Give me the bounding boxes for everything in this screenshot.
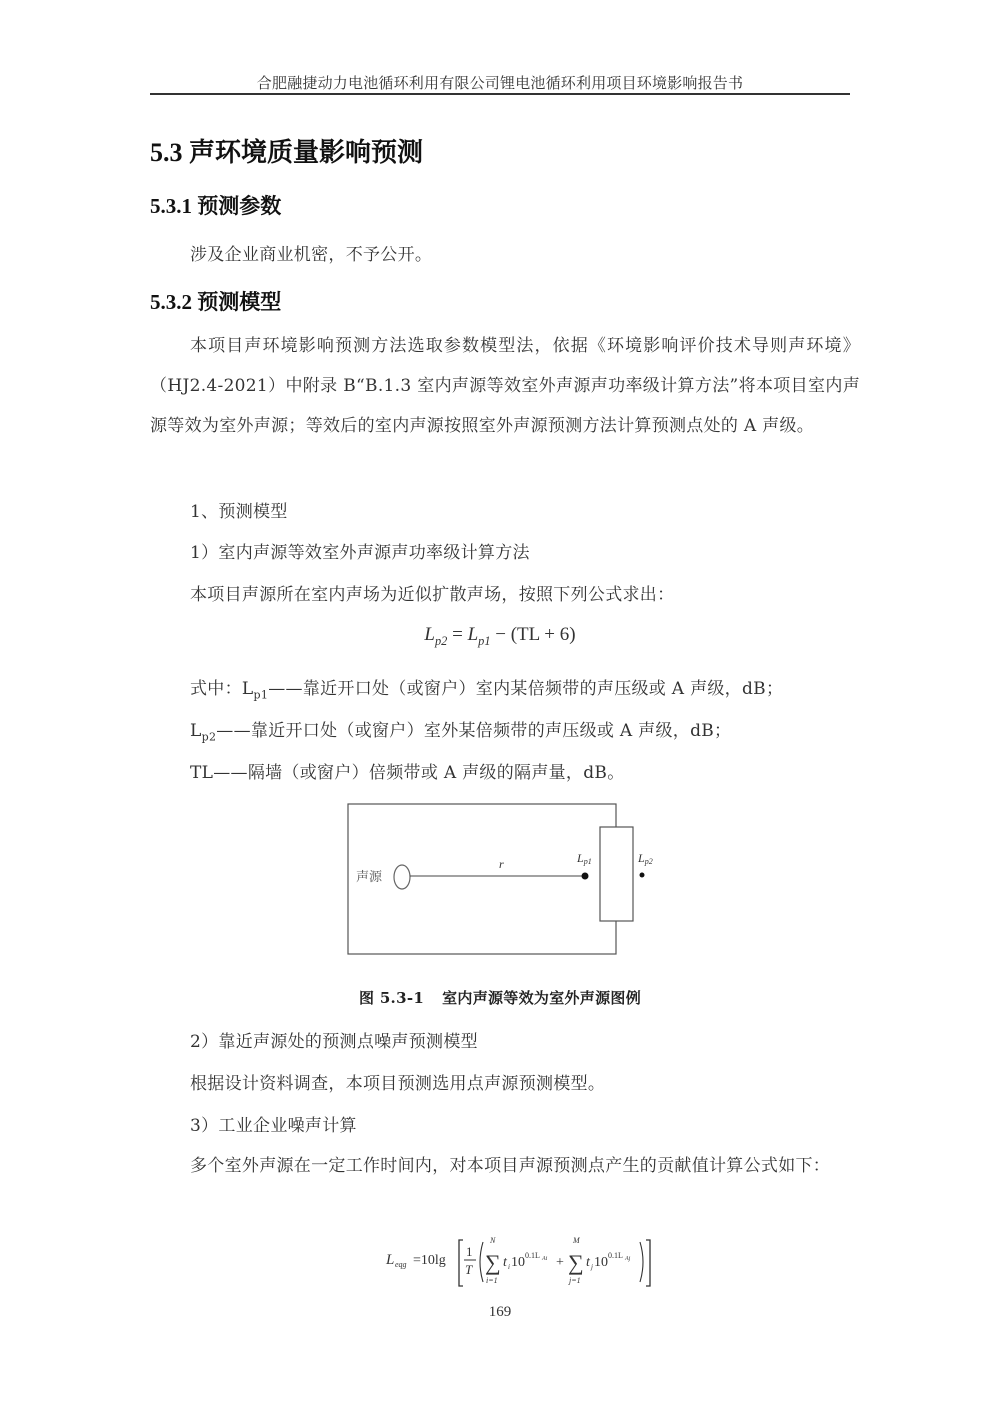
list-item-1: 1、预测模型 (190, 502, 288, 522)
svg-text:M: M (573, 1236, 580, 1245)
svg-text:i=1: i=1 (486, 1276, 498, 1285)
sum-symbol: ∑ (568, 1250, 584, 1275)
indoor-source-diagram (340, 800, 680, 960)
distance-label: r (499, 857, 504, 871)
lp1-label: Lp1 (577, 851, 592, 866)
section-number: 5.3 (150, 138, 183, 167)
room-outline (348, 804, 616, 954)
page-number: 169 (488, 1304, 512, 1320)
svg-text:N: N (490, 1236, 496, 1245)
svg-text:t: t (586, 1255, 590, 1270)
svg-text:eqg: eqg (395, 1260, 407, 1269)
definition-lp2: $L_{p2}——$靠近开口处（或窗户）室外某倍频带的声压级或 A 声级，dB； (190, 721, 732, 744)
running-header: 合肥融捷动力电池循环利用有限公司锂电池循环利用项目环境影响报告书 (256, 74, 744, 92)
right-bracket (646, 1240, 650, 1286)
svg-text:j=1: j=1 (569, 1276, 581, 1285)
section-number: 5.3.1 (150, 194, 192, 218)
caption-text: 室内声源等效为室外声源图例 (442, 989, 641, 1007)
svg-text:=10lg: =10lg (413, 1253, 446, 1268)
section-heading-5-3 (150, 132, 423, 169)
list-item-2: 2）靠近声源处的预测点噪声预测模型 (190, 1032, 478, 1052)
caption-number: 图 5.3-1 (359, 989, 425, 1007)
left-paren (480, 1242, 483, 1282)
header-divider (150, 93, 850, 95)
definition-lp1: 式中：$L_{p1}——$靠近开口处（或窗户）室内某倍频带的声压级或 A 声级，dB； (190, 679, 784, 702)
section-title: 声环境质量影响预测 (189, 138, 424, 167)
right-paren (640, 1242, 643, 1282)
left-bracket (459, 1240, 463, 1286)
section-heading-5-3-2 (150, 286, 281, 316)
source-label: 声源 (356, 870, 383, 885)
figure-caption (0, 987, 1000, 1008)
svg-text:+: + (556, 1255, 564, 1270)
section-heading-5-3-1 (150, 190, 281, 220)
lp1-point (582, 873, 589, 880)
section-number: 5.3.2 (150, 290, 192, 314)
list-item-2-text: 根据设计资料调查，本项目预测选用点声源预测模型。 (190, 1074, 606, 1094)
list-item-3: 3）工业企业噪声计算 (190, 1116, 357, 1136)
list-item-3-text: 多个室外声源在一定工作时间内，对本项目声源预测点产生的贡献值计算公式如下： (190, 1156, 831, 1176)
formula-leqg (380, 1232, 670, 1292)
confidential-note: 涉及企业商业机密，不予公开。 (190, 245, 433, 265)
svg-text:0.1L: 0.1L (525, 1251, 540, 1260)
svg-text:0.1L: 0.1L (608, 1251, 623, 1260)
sum-symbol: ∑ (485, 1250, 501, 1275)
svg-text:T: T (465, 1262, 473, 1277)
svg-text:10: 10 (511, 1255, 525, 1270)
lp2-label: Lp2 (638, 851, 653, 866)
svg-text:Ai: Ai (542, 1256, 548, 1262)
svg-text:1: 1 (466, 1244, 473, 1259)
list-item-1-1: 1）室内声源等效室外声源声功率级计算方法 (190, 543, 530, 563)
svg-text:j: j (591, 1263, 593, 1271)
svg-text:Aj: Aj (625, 1256, 631, 1262)
svg-text:i: i (508, 1263, 510, 1271)
definition-tl: TL——隔墙（或窗户）倍频带或 A 声级的隔声量，dB。 (190, 763, 625, 783)
svg-text:L: L (386, 1252, 395, 1268)
intro-paragraph: 本项目声环境影响预测方法选取参数模型法，依据《环境影响评价技术导则声环境》（HJ2.4-2021）中附录 B“B.1.3 室内声源等效室外声源声功率级计算方法”将本项目室内声源等效为室外声源；等效后的室内声源按照室外声源预测方法计算预测点处的 A 声级。 (150, 336, 860, 436)
section-title: 预测参数 (197, 194, 282, 218)
svg-text:t: t (503, 1255, 507, 1270)
list-item-1-1-text: 本项目声源所在室内声场为近似扩散声场，按照下列公式求出： (190, 585, 675, 605)
section-title: 预测模型 (197, 290, 282, 314)
formula-lp2: $L_{p2} = L_{p1} - (TL + 6)$ (424, 624, 576, 648)
sound-source-icon (394, 865, 410, 889)
svg-text:10: 10 (594, 1255, 608, 1270)
wall-window (600, 827, 633, 921)
lp2-point (640, 873, 645, 878)
